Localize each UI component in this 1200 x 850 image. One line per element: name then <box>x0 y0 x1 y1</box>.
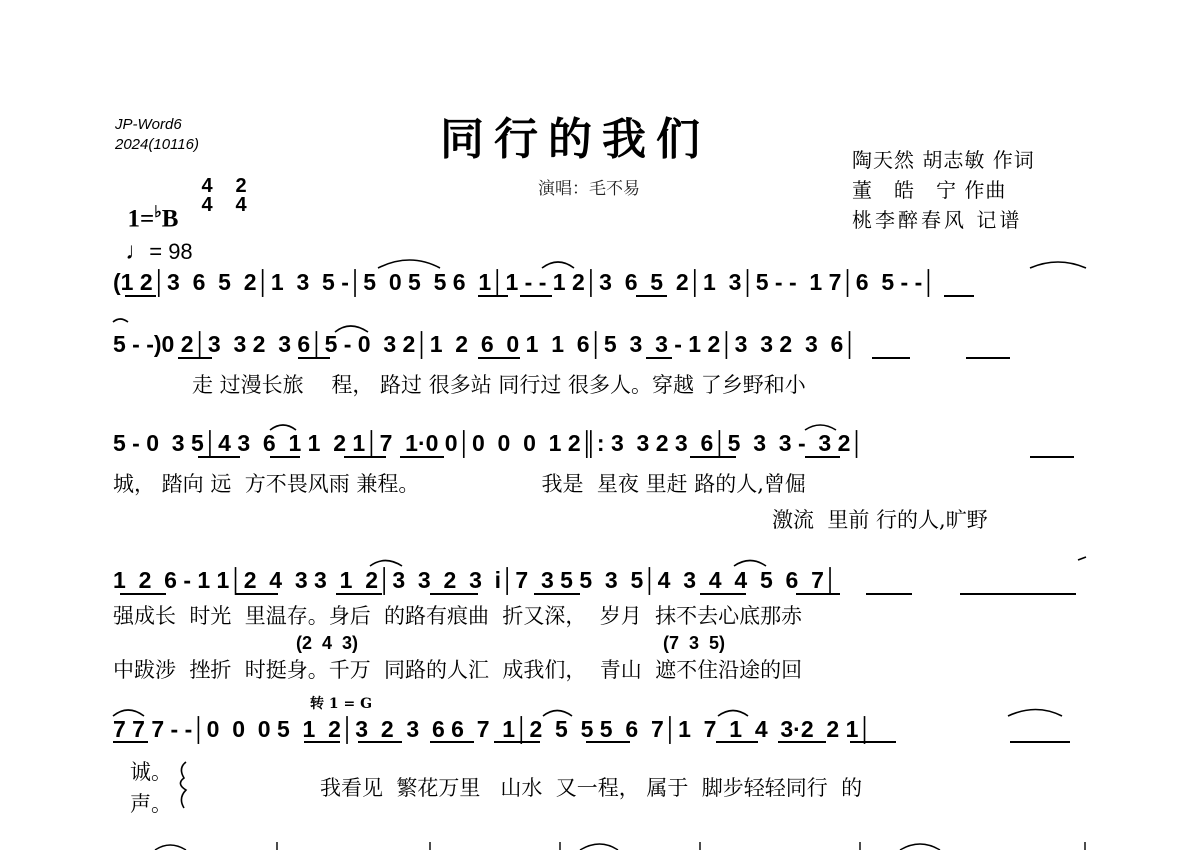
system-4-lyrics-verse-1: 强成长 时光 里温存。身后 的路有痕曲 折又深， 岁月 抹不去心底那赤 <box>113 604 803 628</box>
system-3-lyrics-verse-2: 激流 里前 行的人,旷野 <box>772 508 988 532</box>
system-5-lyrics-chorus: 我看见 繁花万里 山水 又一程， 属于 脚步轻轻同行 的 <box>320 776 863 800</box>
transcriber-credit: 桃李醉春风 记谱 <box>852 208 1023 232</box>
modulation-marking: 转 1 = G <box>310 696 373 712</box>
slur <box>155 845 186 850</box>
slur <box>900 844 940 850</box>
system-2-lyrics: 走 过漫长旅 程， 路过 很多站 同行过 很多人。穿越 了乡野和小 <box>192 373 806 397</box>
lyricist-credit: 陶天然 胡志敏 作词 <box>852 148 1035 172</box>
system-4-lyrics-verse-2: 中跋涉 挫折 时挺身。千万 同路的人汇 成我们， 青山 遮不住沿途的回 <box>113 658 803 682</box>
system-4-notes: 1 2 6 - 1 1│2 4 3 3 1 2│3 3 2 3 i│7 3 5 5 3 5│4 3 4 4 5 6 7│ <box>113 567 839 593</box>
system-2-notes: 5 - -)0 2│3 3 2 3 6│5 - 0 3 2│1 2 6 0 1 1 6│5 3 3 - 1 2│3 3 2 3 6│ <box>113 331 858 357</box>
slur <box>335 326 368 332</box>
time-sig-bottom: 4 <box>235 194 247 216</box>
brace <box>180 762 186 808</box>
system-3-lyrics-verse-1: 城， 踏向 远 方不畏风雨 兼程。 我是 星夜 里赶 路的人,曾倔 <box>113 472 806 496</box>
singer-credit: 演唱：毛不易 <box>538 179 640 199</box>
slur <box>542 262 574 268</box>
slur <box>378 260 440 268</box>
slur <box>734 561 766 567</box>
slur <box>270 425 296 430</box>
slur <box>1030 262 1086 268</box>
quarter-note-icon: ♩ <box>125 238 150 265</box>
time-sig-bottom: 4 <box>201 194 213 216</box>
system-5-notes: 7 7 7 - -│0 0 0 5 1 2│3 2 3 6 6 7 1│2 5 5 5 6 7│1 7 1 4 3·2 2 1│ <box>113 716 873 742</box>
slur <box>113 710 144 716</box>
alternate-notes-2: (7 3 5) <box>663 633 726 653</box>
page-title: 同行的我们 <box>440 114 710 165</box>
slur <box>543 711 572 717</box>
slur <box>718 711 748 717</box>
time-sig-top: 4 <box>201 175 213 197</box>
system-5-lyrics-verse-2-end: 声。 <box>130 792 172 816</box>
slur <box>805 425 836 430</box>
system-5-lyrics-verse-1-end: 诚。 <box>130 760 172 784</box>
system-1-notes: (1 2│3 6 5 2│1 3 5 -│5 0 5 5 6 1│1 - - 1 2│3 6 5 2│1 3│5 - - 1 7│6 5 - -│ <box>113 269 937 295</box>
system-3-notes: 5 - 0 3 5│4 3 6 1 1 2 1│7 1·0 0│0 0 0 1 2║: 3 3 2 3 6│5 3 3 - 3 2│ <box>113 430 865 456</box>
key-note: B <box>161 205 179 233</box>
time-sig-top: 2 <box>235 175 247 197</box>
flat-sign: ♭ <box>154 204 162 221</box>
slur <box>1078 557 1086 560</box>
slur <box>580 844 618 850</box>
version-label: 2024(10116) <box>115 136 199 153</box>
tempo-value: = 98 <box>149 239 193 264</box>
slur <box>1008 710 1062 717</box>
slur <box>113 319 128 322</box>
key-label: 1= <box>127 205 155 233</box>
slur <box>370 561 402 567</box>
software-label: JP-Word6 <box>115 116 182 133</box>
composer-credit: 董 皓 宁 作曲 <box>852 178 1007 202</box>
alternate-notes-1: (2 4 3) <box>296 633 359 653</box>
